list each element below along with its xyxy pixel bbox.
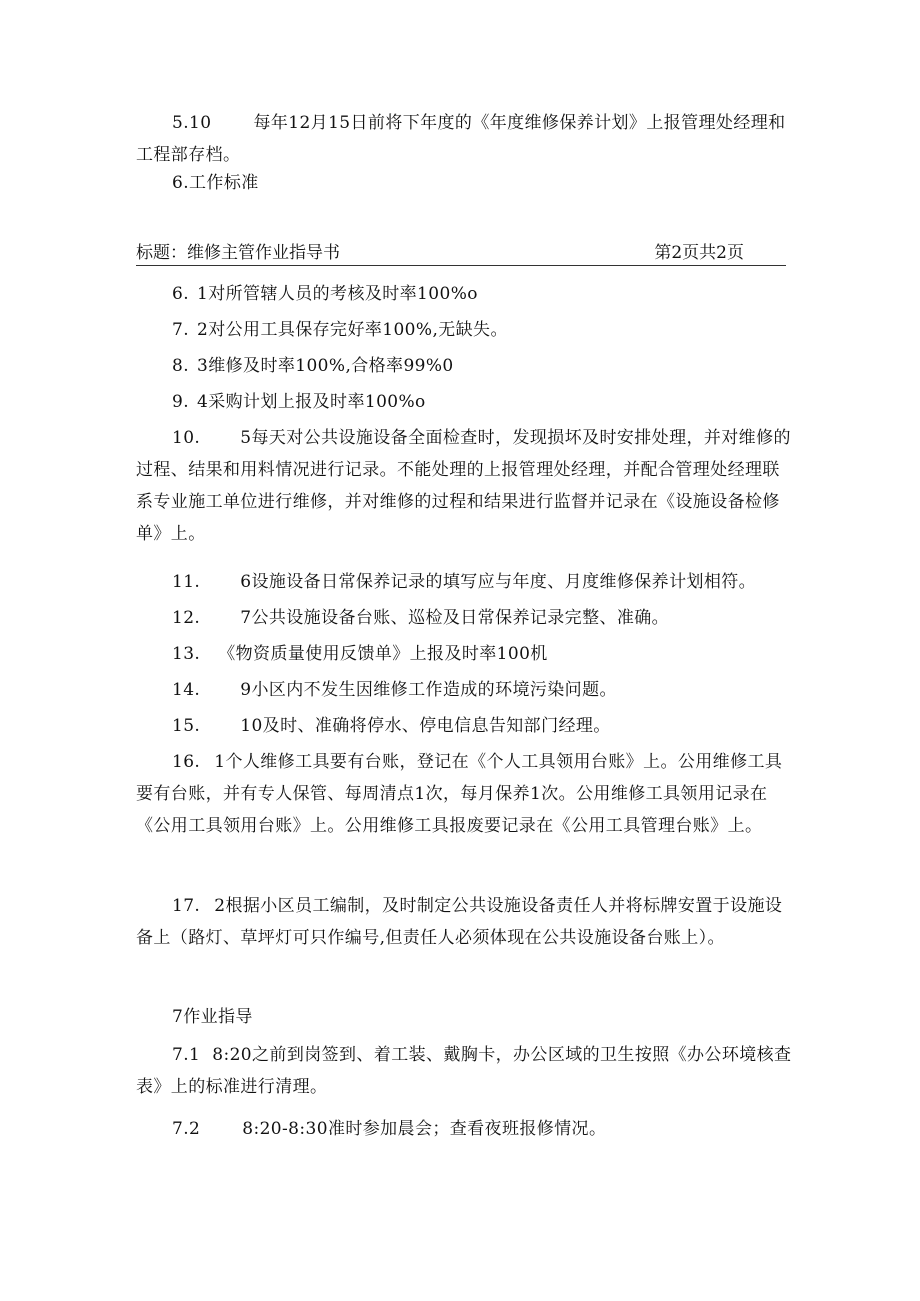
item-text: 2对公用工具保存完好率100%,无缺失。 (197, 320, 508, 340)
standard-item (136, 674, 796, 706)
standard-item (136, 350, 796, 382)
item-number: 7.2 (172, 1119, 201, 1139)
standard-item (136, 638, 796, 670)
item-text: 2根据小区员工编制，及时制定公共设施设备责任人并将标牌安置于设施设备上（路灯、草坪灯可只作编号,但责任人必须体现在公共设施设备台账上）。 (136, 896, 783, 948)
standard-item (136, 602, 796, 634)
item-text: 6设施设备日常保养记录的填写应与年度、月度维修保养计划相符。 (240, 572, 757, 592)
item-text: 9小区内不发生因维修工作造成的环境污染问题。 (240, 680, 617, 700)
standard-item (136, 278, 796, 310)
standard-item (136, 386, 796, 418)
item-text: 8:20之前到岗签到、着工装、戴胸卡，办公区域的卫生按照《办公环境核查表》上的标准进行清理。 (136, 1045, 792, 1097)
standard-item (136, 566, 796, 598)
item-number: 13. (172, 644, 201, 664)
standard-item (136, 746, 796, 842)
item-number: 8. (172, 356, 190, 376)
paragraph-number: 5.10 (172, 113, 212, 133)
standard-item (136, 314, 796, 346)
paragraph-5-10 (136, 107, 796, 171)
item-number: 7. (172, 320, 190, 340)
item-number: 11. (172, 572, 201, 592)
item-text: 7公共设施设备台账、巡检及日常保养记录完整、准确。 (240, 608, 670, 628)
item-number: 14. (172, 680, 201, 700)
header-title: 标题：维修主管作业指导书 (136, 243, 340, 263)
item-text: 10及时、准确将停水、停电信息告知部门经理。 (240, 716, 611, 736)
item-number: 16. (172, 752, 201, 772)
item-text: 1对所管辖人员的考核及时率100%o (197, 284, 478, 304)
item-text: 8:20-8:30准时参加晨会；查看夜班报修情况。 (242, 1119, 607, 1139)
section-7-heading: 7作业指导 (172, 1007, 253, 1027)
item-number: 6. (172, 284, 190, 304)
item-number: 12. (172, 608, 201, 628)
standard-item (136, 710, 796, 742)
guidance-item (136, 1113, 796, 1145)
item-text: 4采购计划上报及时率100%o (197, 392, 426, 412)
item-number: 9. (172, 392, 190, 412)
item-number: 15. (172, 716, 201, 736)
paragraph-text: 每年12月15日前将下年度的《年度维修保养计划》上报管理处经理和工程部存档。 (136, 113, 786, 165)
header-page-info: 第2页共2页 (654, 243, 744, 263)
standard-item (136, 890, 796, 954)
item-text: 《物资质量使用反馈单》上报及时率100机 (218, 644, 548, 664)
item-number: 10. (172, 428, 201, 448)
standard-item (136, 422, 796, 550)
page-header (136, 241, 786, 266)
item-number: 7.1 (172, 1045, 201, 1065)
item-text: 5每天对公共设施设备全面检查时，发现损坏及时安排处理，并对维修的过程、结果和用料情况进行记录。不能处理的上报管理处经理，并配合管理处经理联系专业施工单位进行维修，并对维修的过程和结果进行监督并记录在《设施设备检修单》上。 (136, 428, 791, 544)
section-6-heading: 6.工作标准 (172, 173, 259, 193)
guidance-item (136, 1039, 796, 1103)
item-number: 17. (172, 896, 201, 916)
item-text: 3维修及时率100%,合格率99%0 (197, 356, 454, 376)
item-text: 1个人维修工具要有台账，登记在《个人工具领用台账》上。公用维修工具要有台账，并有专人保管、每周清点1次，每月保养1次。公用维修工具领用记录在《公用工具领用台账》上。公用维修工具报废要记录在《公用工具管理台账》上。 (136, 752, 783, 836)
